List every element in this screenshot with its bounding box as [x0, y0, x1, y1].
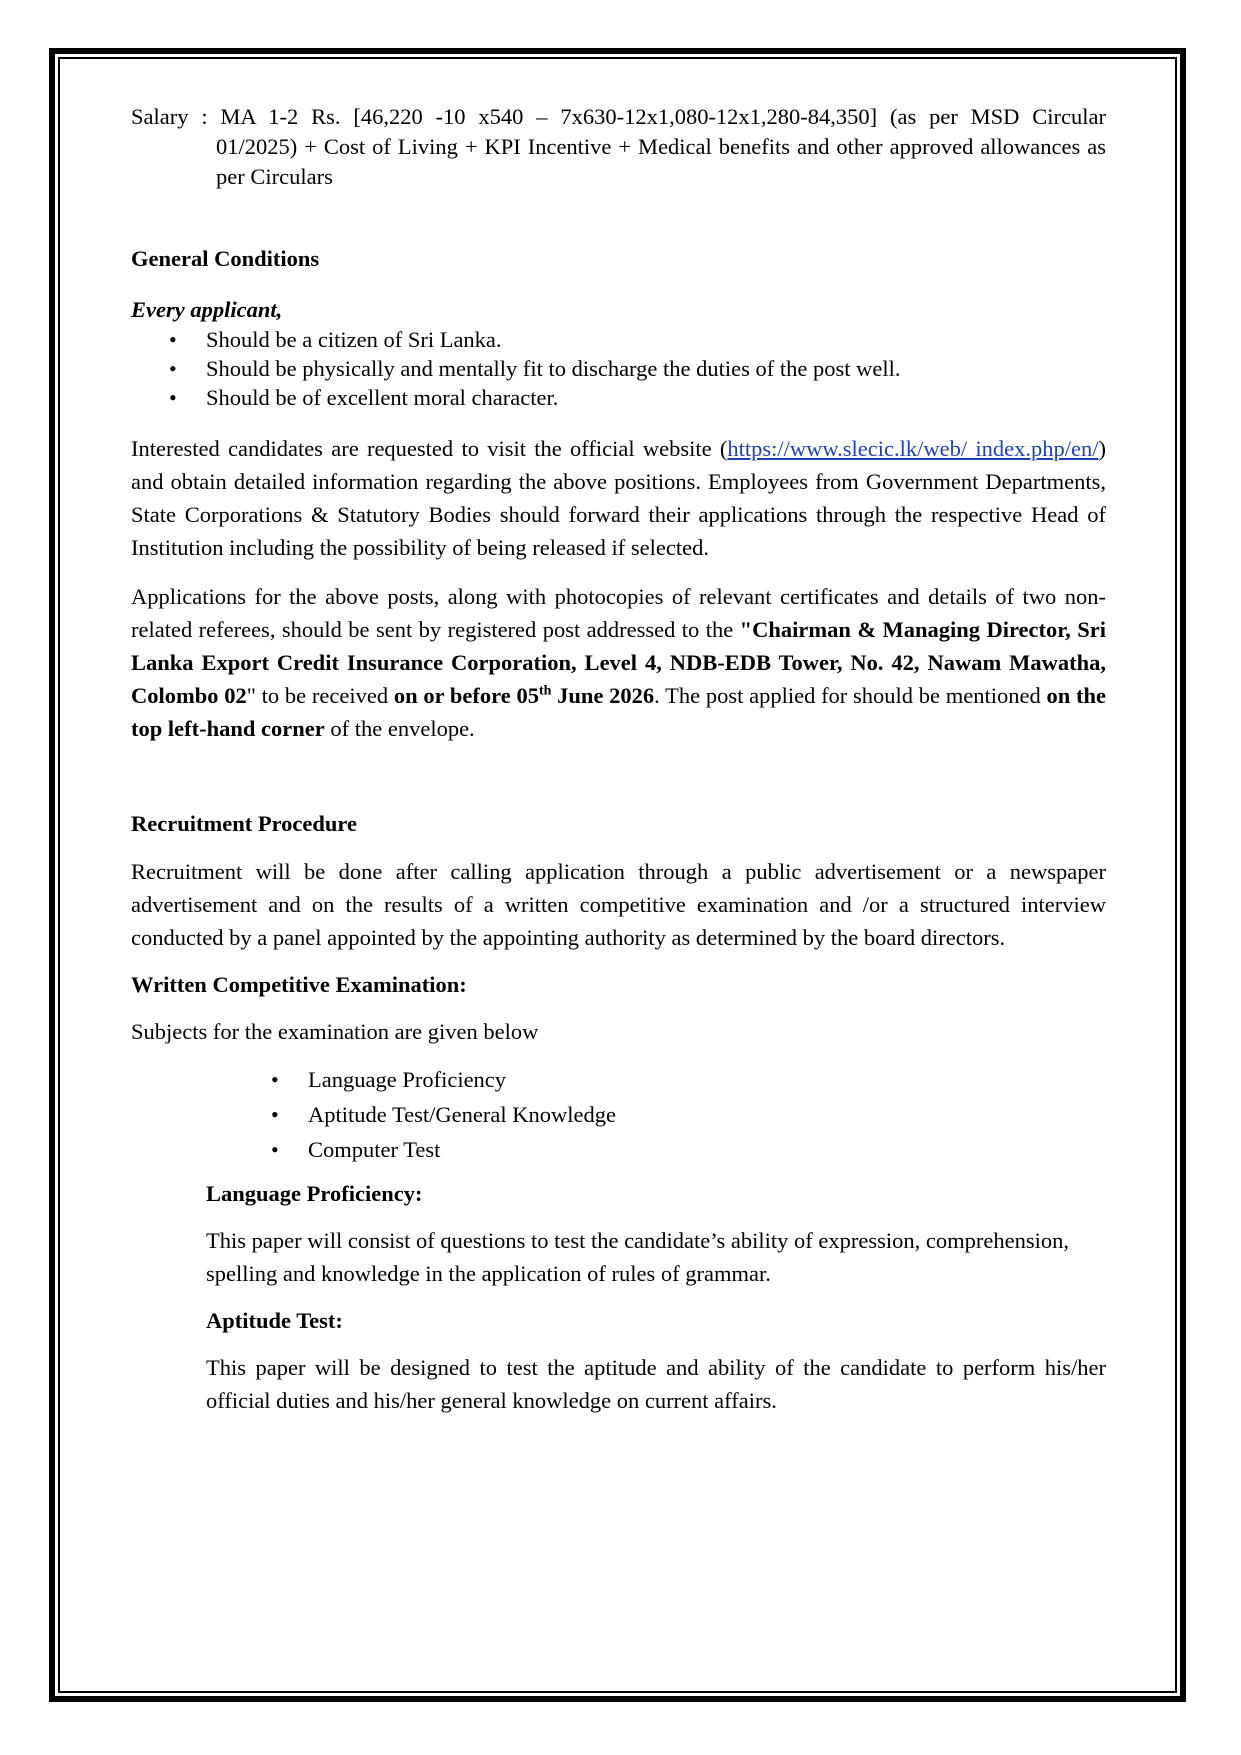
salary-section [131, 102, 1106, 192]
salary-line1 [131, 102, 1106, 132]
applications-text-2: " to be received [246, 683, 394, 708]
language-proficiency-heading: Language Proficiency: [206, 1181, 423, 1206]
applications-text-3: . The post applied for should be mentioned [654, 683, 1047, 708]
interested-paragraph [131, 432, 1106, 564]
list-item: • Should be of excellent moral character. [131, 383, 1106, 412]
envelope-corner-note: on the top left-hand corner [131, 683, 1106, 741]
official-website-link[interactable]: https://www.slecic.lk/web/ index.php/en/ [727, 436, 1099, 461]
general-conditions-heading: General Conditions [131, 246, 320, 271]
list-item: • Computer Test [131, 1132, 1106, 1167]
salary-label: Salary : [131, 104, 221, 129]
document-body [131, 102, 1106, 1417]
interested-text-start: Interested candidates are requested to visit the official website ( [131, 436, 728, 461]
list-item: • Language Proficiency [131, 1062, 1106, 1097]
exam-subjects-intro: Subjects for the examination are given below [131, 1019, 539, 1044]
applications-paragraph [131, 580, 1106, 745]
aptitude-test-text: This paper will be designed to test the aptitude and ability of the candidate to perform his/her official duties and his/her general knowledge on current affairs. [206, 1355, 1106, 1413]
exam-subjects-list [131, 1062, 1106, 1167]
recruitment-paragraph: Recruitment will be done after calling application through a public advertisement or a newspaper advertisement and on the results of a written competitive examination and /or a structured interview conducted by a panel appointed by the appointing authority as determined by the board directors. [131, 859, 1106, 950]
list-item: • Should be physically and mentally fit to discharge the duties of the post well. [131, 354, 1106, 383]
conditions-list [131, 325, 1106, 412]
applications-text-1: Applications for the above posts, along with photocopies of relevant certificates and details of two non-related referees, should be sent by registered post addressed to the [131, 584, 1106, 642]
exam-details [131, 1177, 1106, 1417]
written-exam-heading: Written Competitive Examination: [131, 972, 467, 997]
every-applicant-intro: Every applicant, [131, 297, 283, 322]
salary-text-1: MA 1-2 Rs. [46,220 -10 x540 – 7x630-12x1,080-12x1,280-84,350] (as per MSD Circular [220, 104, 1106, 129]
aptitude-test-heading: Aptitude Test: [206, 1308, 343, 1333]
recruitment-procedure-heading: Recruitment Procedure [131, 811, 357, 836]
salary-text-2: 01/2025) + Cost of Living + KPI Incentive + Medical benefits and other approved allowances as per Circulars [216, 134, 1106, 189]
mailing-address: "Chairman & Managing Director, Sri Lanka Export Credit Insurance Corporation, Level 4, NDB-EDB Tower, No. 42, Nawam Mawatha, Colombo 02 [131, 617, 1106, 708]
language-proficiency-text: This paper will consist of questions to test the candidate’s ability of expression, comprehension, spelling and knowledge in the application of rules of grammar. [206, 1228, 1069, 1286]
list-item: • Aptitude Test/General Knowledge [131, 1097, 1106, 1132]
interested-text-end: ) and obtain detailed information regarding the above positions. Employees from Government Departments, State Corporations & Statutory Bodies should forward their applications through the respective Head of Institution including the possibility of being released if selected. [131, 436, 1106, 560]
deadline: on or before 05th June 2026 [393, 683, 655, 708]
applications-text-4: of the envelope. [324, 716, 475, 741]
list-item: • Should be a citizen of Sri Lanka. [131, 325, 1106, 354]
